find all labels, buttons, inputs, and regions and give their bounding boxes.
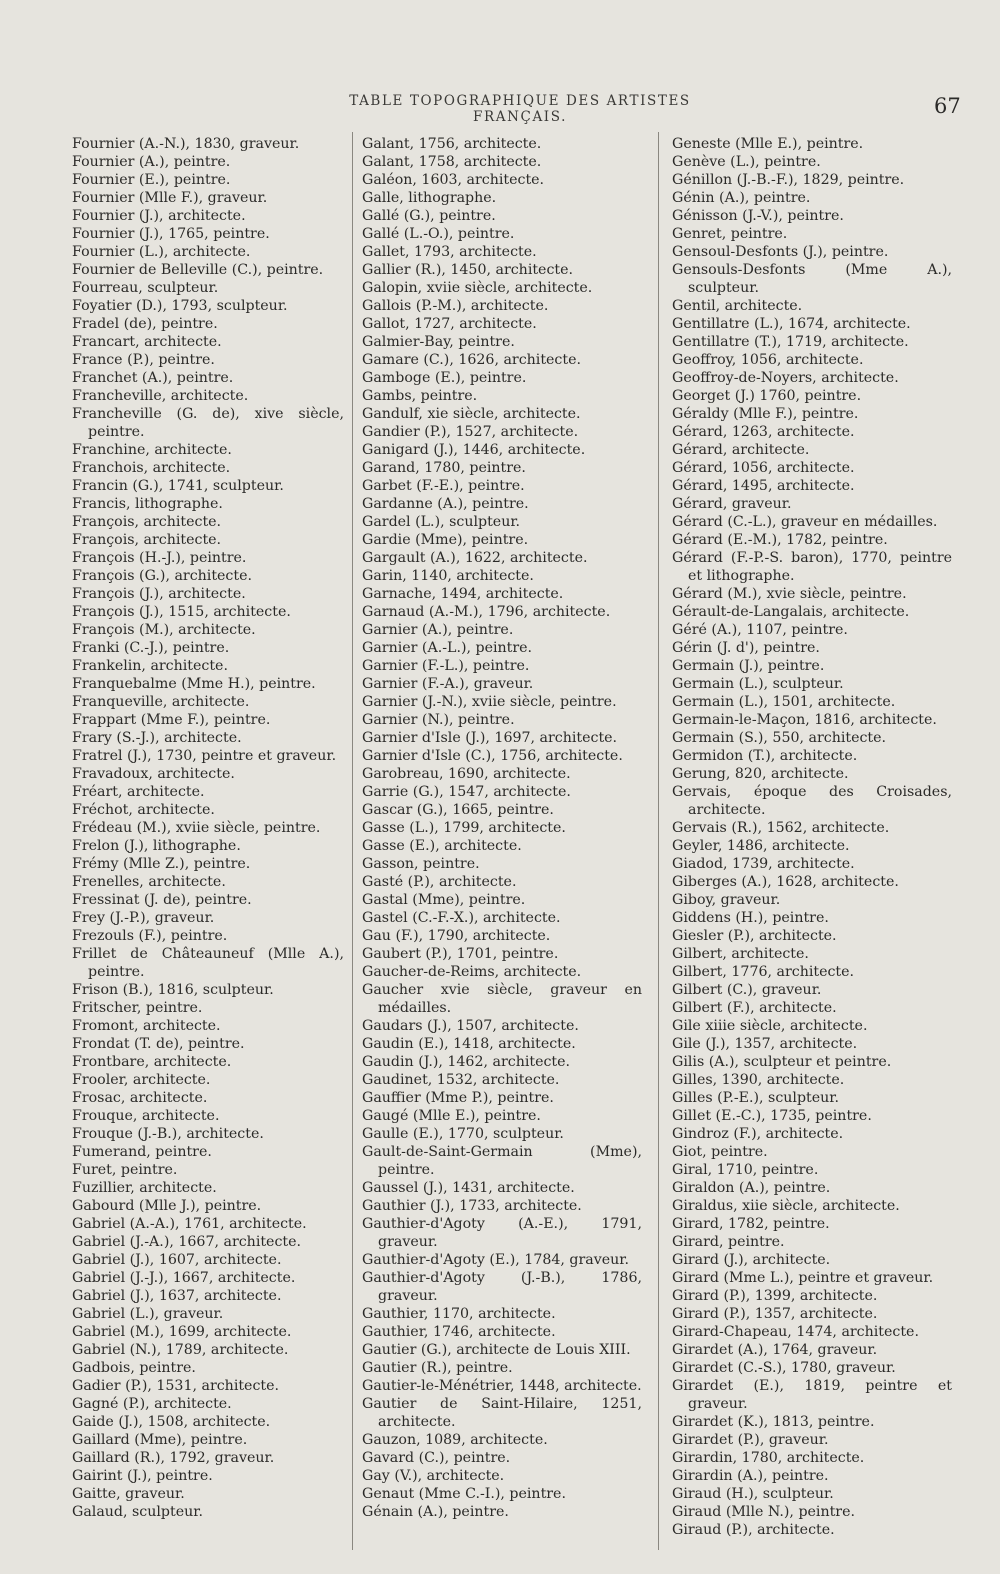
artist-entry: Frémy (Mlle Z.), peintre. (72, 856, 251, 872)
artist-entry: Génain (A.), peintre. (362, 1504, 509, 1520)
artist-entry: Garnier (N.), peintre. (362, 712, 515, 728)
artist-entry: Gargault (A.), 1622, architecte. (362, 550, 588, 566)
artist-entry: Frillet de Châteauneuf (Mlle A.), peintre. (72, 946, 344, 980)
artist-entry: Gaucher xvie siècle, graveur en médailles. (362, 982, 642, 1016)
artist-entry: Girard (P.), 1399, architecte. (672, 1288, 878, 1304)
artist-entry: Garrie (G.), 1547, architecte. (362, 784, 571, 800)
artist-entry: Gauthier-d'Agoty (E.), 1784, graveur. (362, 1252, 630, 1268)
artist-entry: Fratrel (J.), 1730, peintre et graveur. (72, 748, 337, 764)
artist-entry: Gérard (M.), xvie siècle, peintre. (672, 586, 907, 602)
artist-entry: Génisson (J.-V.), peintre. (672, 208, 844, 224)
artist-entry: François (H.-J.), peintre. (72, 550, 247, 566)
artist-entry: Garnier d'Isle (J.), 1697, architecte. (362, 730, 618, 746)
artist-entry: François, architecte. (72, 532, 222, 548)
artist-entry: Germain (S.), 550, architecte. (672, 730, 887, 746)
artist-entry: Girardet (K.), 1813, peintre. (672, 1414, 875, 1430)
artist-entry: Gandier (P.), 1527, architecte. (362, 424, 579, 440)
artist-entry: Fournier (A.-N.), 1830, graveur. (72, 136, 300, 152)
artist-entry: Foyatier (D.), 1793, sculpteur. (72, 298, 288, 314)
artist-entry: Gavard (C.), peintre. (362, 1450, 511, 1466)
artist-entry: Garnier (F.-L.), peintre. (362, 658, 530, 674)
artist-entry: Giraldon (A.), peintre. (672, 1180, 831, 1196)
artist-entry: Garbet (F.-E.), peintre. (362, 478, 525, 494)
artist-entry: Fournier (J.), 1765, peintre. (72, 226, 270, 242)
artist-entry: Gilles, 1390, architecte. (672, 1072, 845, 1088)
artist-entry: Francheville (G. de), xive siècle, peintre. (72, 406, 344, 440)
artist-entry: Franki (C.-J.), peintre. (72, 640, 230, 656)
artist-entry: Gaudars (J.), 1507, architecte. (362, 1018, 579, 1034)
artist-entry: Giral, 1710, peintre. (672, 1162, 819, 1178)
artist-entry: Gabriel (J.), 1637, architecte. (72, 1288, 282, 1304)
artist-entry: Garnier (A.-L.), peintre. (362, 640, 533, 656)
artist-entry: Germain (L.), 1501, architecte. (672, 694, 896, 710)
artist-entry: Germain-le-Maçon, 1816, architecte. (672, 712, 937, 728)
artist-entry: Genaut (Mme C.-I.), peintre. (362, 1486, 566, 1502)
artist-entry: Georget (J.) 1760, peintre. (672, 388, 862, 404)
artist-entry: Fritscher, peintre. (72, 1000, 203, 1016)
artist-entry: Gauthier-d'Agoty (A.-E.), 1791, graveur. (362, 1216, 642, 1250)
artist-entry: François, architecte. (72, 514, 222, 530)
artist-entry: Gallé (L.-O.), peintre. (362, 226, 515, 242)
artist-entry: Fradel (de), peintre. (72, 316, 218, 332)
artist-entry: Garand, 1780, peintre. (362, 460, 526, 476)
artist-entry: Girard (Mme L.), peintre et graveur. (672, 1270, 934, 1286)
artist-entry: Gilles (P.-E.), sculpteur. (672, 1090, 840, 1106)
artist-entry: Giddens (H.), peintre. (672, 910, 829, 926)
artist-entry: Gardanne (A.), peintre. (362, 496, 529, 512)
page-title: TABLE TOPOGRAPHIQUE DES ARTISTES FRANÇAIS. (349, 93, 691, 125)
artist-entry: Gabriel (J.), 1607, architecte. (72, 1252, 282, 1268)
artist-entry: Gauthier, 1746, architecte. (362, 1324, 556, 1340)
artist-entry: Gérard (E.-M.), 1782, peintre. (672, 532, 888, 548)
artist-entry: Gascar (G.), 1665, peintre. (362, 802, 554, 818)
artist-entry: Gasson, peintre. (362, 856, 480, 872)
artist-entry: Gerung, 820, architecte. (672, 766, 849, 782)
artist-entry: Francart, architecte. (72, 334, 222, 350)
artist-entry: Gaugé (Mlle E.), peintre. (362, 1108, 541, 1124)
artist-entry: Giraud (Mlle N.), peintre. (672, 1504, 855, 1520)
artist-entry: Gilbert, architecte. (672, 946, 809, 962)
artist-entry: Gauthier, 1170, architecte. (362, 1306, 556, 1322)
artist-entry: Geyler, 1486, architecte. (672, 838, 850, 854)
artist-entry: Gérin (J. d'), peintre. (672, 640, 820, 656)
artist-entry: Francheville, architecte. (72, 388, 249, 404)
artist-entry: Gabriel (A.-A.), 1761, architecte. (72, 1216, 307, 1232)
artist-entry: Fournier (J.), architecte. (72, 208, 246, 224)
artist-entry: Frontbare, architecte. (72, 1054, 232, 1070)
artist-entry: Gardel (L.), sculpteur. (362, 514, 521, 530)
artist-entry: Frondat (T. de), peintre. (72, 1036, 245, 1052)
artist-entry: Garnier d'Isle (C.), 1756, architecte. (362, 748, 623, 764)
artist-entry: Genret, peintre. (672, 226, 788, 242)
artist-entry: Genève (L.), peintre. (672, 154, 821, 170)
artist-entry: Frooler, architecte. (72, 1072, 211, 1088)
artist-entry: François (J.), 1515, architecte. (72, 604, 291, 620)
artist-entry: Fromont, architecte. (72, 1018, 221, 1034)
artist-entry: Girard, peintre. (672, 1234, 785, 1250)
artist-entry: Gilis (A.), sculpteur et peintre. (672, 1054, 892, 1070)
artist-entry: Gabriel (L.), graveur. (72, 1306, 224, 1322)
artist-entry: Gabriel (J.-J.), 1667, architecte. (72, 1270, 296, 1286)
artist-entry: Girardet (C.-S.), 1780, graveur. (672, 1360, 896, 1376)
artist-entry: Girardet (P.), graveur. (672, 1432, 829, 1448)
artist-entry: Frouque (J.-B.), architecte. (72, 1126, 264, 1142)
artist-entry: Fumerand, peintre. (72, 1144, 212, 1160)
artist-entry: Gaubert (P.), 1701, peintre. (362, 946, 559, 962)
artist-entry: Gaitte, graveur. (72, 1486, 185, 1502)
artist-entry: Gadier (P.), 1531, architecte. (72, 1378, 280, 1394)
artist-entry: François (G.), architecte. (72, 568, 252, 584)
artist-entry: Gérard, architecte. (672, 442, 810, 458)
artist-entry: Gaulle (E.), 1770, sculpteur. (362, 1126, 564, 1142)
artist-entry: Geoffroy, 1056, architecte. (672, 352, 864, 368)
artist-entry: François (M.), architecte. (72, 622, 256, 638)
artist-entry: Gaudinet, 1532, architecte. (362, 1072, 560, 1088)
artist-entry: Fréchot, architecte. (72, 802, 215, 818)
artist-entry: Gauthier (J.), 1733, architecte. (362, 1198, 582, 1214)
artist-entry: Ganigard (J.), 1446, architecte. (362, 442, 586, 458)
artist-entry: Giraldus, xiie siècle, architecte. (672, 1198, 900, 1214)
artist-entry: Girardin (A.), peintre. (672, 1468, 829, 1484)
artist-entry: Frankelin, architecte. (72, 658, 228, 674)
artist-entry: Francis, lithographe. (72, 496, 223, 512)
artist-entry: Gallois (P.-M.), architecte. (362, 298, 549, 314)
artist-entry: Furet, peintre. (72, 1162, 178, 1178)
artist-entry: Garobreau, 1690, architecte. (362, 766, 571, 782)
artist-entry: Gérard (F.-P.-S. baron), 1770, peintre et lithographe. (672, 550, 952, 584)
artist-entry: Génillon (J.-B.-F.), 1829, peintre. (672, 172, 905, 188)
artist-entry: Galmier-Bay, peintre. (362, 334, 515, 350)
artist-entry: Gault-de-Saint-Germain (Mme), peintre. (362, 1144, 642, 1178)
artist-entry: Galle, lithographe. (362, 190, 497, 206)
artist-entry: Frison (B.), 1816, sculpteur. (72, 982, 274, 998)
artist-entry: Gaudin (E.), 1418, architecte. (362, 1036, 576, 1052)
artist-entry: Gastal (Mme), peintre. (362, 892, 526, 908)
artist-entry: Gentillatre (T.), 1719, architecte. (672, 334, 909, 350)
artist-entry: Giberges (A.), 1628, architecte. (672, 874, 899, 890)
artist-entry: Fournier (A.), peintre. (72, 154, 231, 170)
artist-entry: Germain (L.), sculpteur. (672, 676, 844, 692)
artist-entry: Gérault-de-Langalais, architecte. (672, 604, 910, 620)
artist-entry: Gautier (R.), peintre. (362, 1360, 513, 1376)
artist-entry: Génin (A.), peintre. (672, 190, 811, 206)
artist-entry: Gauzon, 1089, architecte. (362, 1432, 548, 1448)
artist-entry: Frosac, architecte. (72, 1090, 208, 1106)
artist-entry: Gauthier-d'Agoty (J.-B.), 1786, graveur. (362, 1270, 642, 1304)
artist-entry: Gérard, graveur. (672, 496, 792, 512)
artist-entry: Garnaud (A.-M.), 1796, architecte. (362, 604, 611, 620)
artist-entry: Gabriel (J.-A.), 1667, architecte. (72, 1234, 302, 1250)
artist-entry: Gaide (J.), 1508, architecte. (72, 1414, 271, 1430)
artist-entry: Gaussel (J.), 1431, architecte. (362, 1180, 575, 1196)
artist-entry: Garin, 1140, architecte. (362, 568, 534, 584)
artist-entry: Galéon, 1603, architecte. (362, 172, 545, 188)
artist-entry: Francin (G.), 1741, sculpteur. (72, 478, 284, 494)
artist-entry: Franchine, architecte. (72, 442, 232, 458)
artist-entry: Galant, 1758, architecte. (362, 154, 542, 170)
artist-entry: Galant, 1756, architecte. (362, 136, 542, 152)
artist-entry: Fressinat (J. de), peintre. (72, 892, 252, 908)
artist-entry: Géraldy (Mlle F.), peintre. (672, 406, 859, 422)
column-divider (352, 132, 353, 1550)
artist-entry: Gentil, architecte. (672, 298, 803, 314)
artist-entry: Gile (J.), 1357, architecte. (672, 1036, 858, 1052)
artist-entry: Gilbert (C.), graveur. (672, 982, 822, 998)
artist-entry: Franquebalme (Mme H.), peintre. (72, 676, 316, 692)
artist-entry: Gaillard (Mme), peintre. (72, 1432, 248, 1448)
column-right (672, 135, 952, 1539)
artist-entry: Girard, 1782, peintre. (672, 1216, 830, 1232)
artist-entry: Gau (F.), 1790, architecte. (362, 928, 551, 944)
artist-entry: Gallot, 1727, architecte. (362, 316, 537, 332)
artist-entry: Fourreau, sculpteur. (72, 280, 219, 296)
artist-entry: Gérard, 1263, architecte. (672, 424, 855, 440)
artist-entry: Fournier (L.), architecte. (72, 244, 251, 260)
artist-entry: Gaudin (J.), 1462, architecte. (362, 1054, 571, 1070)
artist-entry: Gandulf, xie siècle, architecte. (362, 406, 581, 422)
artist-entry: Gensouls-Desfonts (Mme A.), sculpteur. (672, 262, 952, 296)
artist-entry: Fuzillier, architecte. (72, 1180, 217, 1196)
column-left (72, 135, 344, 1521)
artist-entry: Giboy, graveur. (672, 892, 781, 908)
artist-entry: Gérard, 1056, architecte. (672, 460, 855, 476)
artist-entry: Gaucher-de-Reims, architecte. (362, 964, 582, 980)
artist-entry: Gallier (R.), 1450, architecte. (362, 262, 574, 278)
artist-entry: Fournier (Mlle F.), graveur. (72, 190, 268, 206)
artist-entry: Franchois, architecte. (72, 460, 231, 476)
artist-entry: Frappart (Mme F.), peintre. (72, 712, 271, 728)
artist-entry: Giadod, 1739, architecte. (672, 856, 855, 872)
artist-entry: Gasse (E.), architecte. (362, 838, 522, 854)
artist-entry: Fournier (E.), peintre. (72, 172, 231, 188)
artist-entry: Gagné (P.), architecte. (72, 1396, 232, 1412)
artist-entry: Gensoul-Desfonts (J.), peintre. (672, 244, 889, 260)
artist-entry: Garnier (A.), peintre. (362, 622, 514, 638)
artist-entry: Fravadoux, architecte. (72, 766, 235, 782)
artist-entry: Gilbert, 1776, architecte. (672, 964, 855, 980)
artist-entry: Franchet (A.), peintre. (72, 370, 234, 386)
artist-entry: Gairint (J.), peintre. (72, 1468, 213, 1484)
artist-entry: Germidon (T.), architecte. (672, 748, 858, 764)
artist-entry: Geoffroy-de-Noyers, architecte. (672, 370, 899, 386)
artist-entry: Gasté (P.), architecte. (362, 874, 517, 890)
artist-entry: Gasse (L.), 1799, architecte. (362, 820, 566, 836)
artist-entry: Gervais (R.), 1562, architecte. (672, 820, 890, 836)
artist-entry: Gilbert (F.), architecte. (672, 1000, 837, 1016)
artist-entry: Giraud (H.), sculpteur. (672, 1486, 834, 1502)
artist-entry: Gauffier (Mme P.), peintre. (362, 1090, 554, 1106)
artist-entry: Frédeau (M.), xviie siècle, peintre. (72, 820, 321, 836)
artist-entry: Gaillard (R.), 1792, graveur. (72, 1450, 275, 1466)
artist-entry: Gadbois, peintre. (72, 1360, 196, 1376)
artist-entry: Gillet (E.-C.), 1735, peintre. (672, 1108, 872, 1124)
artist-entry: Garnache, 1494, architecte. (362, 586, 564, 602)
artist-entry: Girard-Chapeau, 1474, architecte. (672, 1324, 919, 1340)
artist-entry: Fréart, architecte. (72, 784, 205, 800)
artist-entry: Frelon (J.), lithographe. (72, 838, 241, 854)
artist-entry: Girard (P.), 1357, architecte. (672, 1306, 878, 1322)
artist-entry: Gallé (G.), peintre. (362, 208, 496, 224)
artist-entry: Gamare (C.), 1626, architecte. (362, 352, 581, 368)
artist-entry: Geneste (Mlle E.), peintre. (672, 136, 864, 152)
artist-entry: Frey (J.-P.), graveur. (72, 910, 215, 926)
artist-entry: Gallet, 1793, architecte. (362, 244, 537, 260)
artist-entry: Gastel (C.-F.-X.), architecte. (362, 910, 561, 926)
artist-entry: Gile xiiie siècle, architecte. (672, 1018, 868, 1034)
artist-entry: Franqueville, architecte. (72, 694, 250, 710)
column-divider (658, 132, 659, 1550)
artist-entry: Gindroz (F.), architecte. (672, 1126, 844, 1142)
artist-entry: Gervais, époque des Croisades, architecte. (672, 784, 952, 818)
artist-entry: Gabourd (Mlle J.), peintre. (72, 1198, 262, 1214)
artist-entry: Giraud (P.), architecte. (672, 1522, 835, 1538)
artist-entry: Fournier de Belleville (C.), peintre. (72, 262, 324, 278)
artist-entry: Géré (A.), 1107, peintre. (672, 622, 848, 638)
artist-entry: France (P.), peintre. (72, 352, 215, 368)
artist-entry: Gardie (Mme), peintre. (362, 532, 529, 548)
artist-entry: Girardet (E.), 1819, peintre et graveur. (672, 1378, 952, 1412)
artist-entry: Girardin, 1780, architecte. (672, 1450, 865, 1466)
artist-entry: Gentillatre (L.), 1674, architecte. (672, 316, 911, 332)
artist-entry: Giot, peintre. (672, 1144, 768, 1160)
artist-entry: Giesler (P.), architecte. (672, 928, 837, 944)
artist-entry: Gérard, 1495, architecte. (672, 478, 855, 494)
artist-entry: Gautier (G.), architecte de Louis XIII. (362, 1342, 631, 1358)
column-middle (362, 135, 642, 1521)
artist-entry: Frenelles, architecte. (72, 874, 226, 890)
artist-entry: Gamboge (E.), peintre. (362, 370, 527, 386)
artist-entry: Gautier de Saint-Hilaire, 1251, architecte. (362, 1396, 642, 1430)
artist-entry: Frary (S.-J.), architecte. (72, 730, 242, 746)
page-number: 67 (934, 94, 961, 118)
artist-entry: Gabriel (M.), 1699, architecte. (72, 1324, 292, 1340)
artist-entry: Galaud, sculpteur. (72, 1504, 203, 1520)
artist-entry: Garnier (J.-N.), xviie siècle, peintre. (362, 694, 617, 710)
artist-entry: Gautier-le-Ménétrier, 1448, architecte. (362, 1378, 642, 1394)
artist-entry: Girardet (A.), 1764, graveur. (672, 1342, 878, 1358)
artist-entry: Garnier (F.-A.), graveur. (362, 676, 534, 692)
artist-entry: Frouque, architecte. (72, 1108, 220, 1124)
artist-entry: Germain (J.), peintre. (672, 658, 825, 674)
artist-entry: Gabriel (N.), 1789, architecte. (72, 1342, 289, 1358)
artist-entry: François (J.), architecte. (72, 586, 246, 602)
artist-entry: Girard (J.), architecte. (672, 1252, 831, 1268)
artist-entry: Gérard (C.-L.), graveur en médailles. (672, 514, 938, 530)
artist-entry: Gay (V.), architecte. (362, 1468, 505, 1484)
artist-entry: Frezouls (F.), peintre. (72, 928, 228, 944)
artist-entry: Galopin, xviie siècle, architecte. (362, 280, 593, 296)
artist-entry: Gambs, peintre. (362, 388, 478, 404)
